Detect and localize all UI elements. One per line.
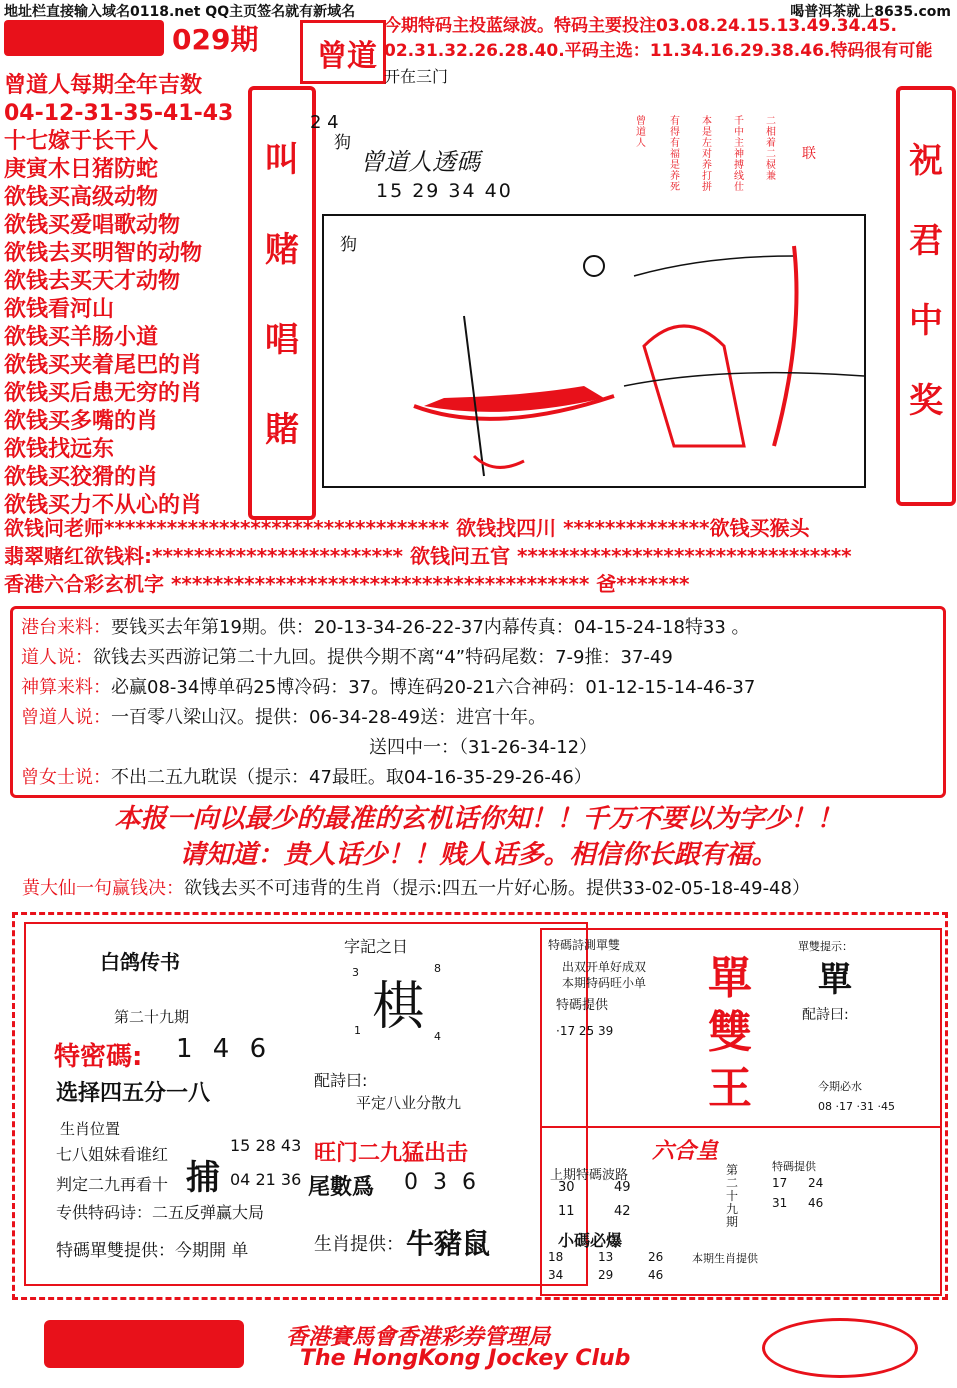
hint-label: 單雙提示： <box>798 940 853 953</box>
catch-char: 捕 <box>186 1158 220 1198</box>
top-note-line-1: 今期特码主投蓝绿波。特码主要投注03.08.24.15.13.49.34.45. <box>384 16 897 36</box>
left-line: 庚寅木日猪防蛇 <box>4 157 159 182</box>
info-row <box>369 733 597 759</box>
info-row <box>21 673 755 699</box>
sx-provide-right: 本期生肖提供 <box>692 1252 758 1265</box>
zi-poem: 平定八业分散九 <box>356 1094 462 1112</box>
right-scroll-char: 祝 <box>909 141 943 181</box>
small-s2: 13 <box>598 1250 614 1264</box>
rp-tm-numbers: ·17 25 39 <box>556 1024 614 1038</box>
scene-poem <box>630 116 870 216</box>
right-scroll <box>896 86 956 506</box>
left-line: 04-12-31-35-41-43 <box>4 101 234 126</box>
left-line: 欲钱买羊肠小道 <box>4 325 159 350</box>
info-key: 神算来料： <box>21 677 111 698</box>
bottom-right-panel-bottom <box>540 1126 942 1296</box>
left-line: 欲钱买爱唱歌动物 <box>4 213 181 238</box>
footer-en: The HongKong Jockey Club <box>300 1346 631 1371</box>
scene-drawing <box>324 216 864 486</box>
liuhe-title: 六合皇 <box>652 1139 719 1164</box>
info-key: 曾女士说： <box>21 767 111 788</box>
right-scroll-char: 中 <box>909 301 943 341</box>
left-scroll-char: 唱 <box>265 320 299 360</box>
provide-line <box>56 1236 248 1261</box>
rp-poem-label: 配詩曰: <box>802 1007 849 1023</box>
sx-line-1: 七八姐妹看谁红 <box>56 1145 169 1164</box>
top-note <box>384 14 952 89</box>
sx-line-2: 判定二九再看十 <box>56 1175 169 1194</box>
left-line: 十七嫁于长干人 <box>4 129 159 154</box>
riddle-line: 香港六合彩玄机字 **************************************** 爸******* <box>4 572 690 596</box>
provide-value: 今期開 单 <box>175 1241 249 1261</box>
last-c4: 42 <box>614 1204 631 1219</box>
scene-dog-label: 狗 <box>334 133 351 153</box>
bottom-left-panel <box>24 922 588 1286</box>
provide-label: 特碼單雙提供： <box>56 1241 175 1261</box>
big-char-2: 雙 <box>708 1007 752 1058</box>
info-row <box>21 763 592 789</box>
info-row <box>21 613 750 639</box>
info-key: 曾道人说： <box>21 707 111 728</box>
poem-column: 本是左对养打拼 <box>702 116 712 193</box>
small-label: 小碼必爆 <box>558 1231 623 1250</box>
zi-num-3: 1 <box>354 1024 361 1037</box>
left-line: 欲钱买夹着尾巴的肖 <box>4 353 203 378</box>
big-char-3: 王 <box>708 1063 752 1114</box>
left-line: 欲钱找远东 <box>4 437 115 462</box>
last-c3: 11 <box>558 1204 575 1219</box>
sx-provide-label: 生肖提供： <box>314 1234 404 1255</box>
scene-dog-label-2: 狗 <box>340 235 357 255</box>
info-value: 欲钱去买西游记第二十九回。提供今期不离“4”特码尾数：7-9推：37-49 <box>93 647 673 668</box>
sx-label: 生肖位置 <box>60 1120 121 1138</box>
rp-line-1: 出双开单好成双 <box>562 960 647 974</box>
last-label: 上期特碼波路 <box>550 1168 629 1183</box>
hint-char: 單 <box>818 960 852 1000</box>
left-scroll <box>248 86 316 520</box>
left-line: 欲钱买多嘴的肖 <box>4 409 159 434</box>
info-row <box>21 703 546 729</box>
huang-line <box>22 874 810 900</box>
rp-tm-label: 特碼提供 <box>556 998 609 1013</box>
center-illustration <box>310 92 896 492</box>
riddle-line: 欲钱问老师********************************* 欲钱找四川 **************欲钱买猴头 <box>4 516 810 540</box>
slogan-1: 本报一向以最少的最准的玄机话你知！！千万不要以为字少！！ <box>114 804 843 834</box>
grid-row-2: 04 21 36 <box>230 1170 302 1189</box>
left-line: 欲钱买力不从心的肖 <box>4 493 203 518</box>
left-line: 欲钱去买天才动物 <box>4 269 181 294</box>
sx-animals: 牛豬鼠 <box>406 1227 491 1260</box>
footer-emblem-icon <box>762 1318 918 1378</box>
poem-head: 联 <box>802 146 816 162</box>
today-label: 今期必水 <box>818 1080 862 1093</box>
info-key: 港台来料： <box>21 617 111 638</box>
rp-title: 特碼詩測單雙 <box>548 938 621 952</box>
right-scroll-char: 奖 <box>909 381 943 421</box>
tm-t4: 46 <box>808 1196 824 1210</box>
footer-cn: 香港賽馬會香港彩券管理局 <box>286 1325 551 1350</box>
sx-line-3-label: 专供特码诗： <box>56 1203 153 1222</box>
poem-column: 曾道人 <box>636 116 646 149</box>
zi-num-4: 4 <box>434 1030 441 1043</box>
info-value: 要钱买去年第19期。供：20-13-34-26-22-37内幕传真：04-15-24-18特33 。 <box>111 617 750 638</box>
stamp-logo <box>300 20 386 84</box>
slogan-2: 请知道：贵人话少！！贱人话多。相信你长跟有福。 <box>179 840 778 870</box>
rp-line-2: 本期特码旺小单 <box>562 976 647 990</box>
tm-t1: 17 <box>772 1176 788 1190</box>
big-char-1: 單 <box>708 953 752 1004</box>
left-line: 欲钱买后患无穷的肖 <box>4 381 203 406</box>
phase-label: 第二十九期 <box>726 1163 739 1229</box>
period-label: 第二十九期 <box>114 1008 190 1026</box>
zi-num-1: 3 <box>352 966 359 979</box>
zi-poem-label: 配詩曰: <box>314 1071 368 1090</box>
small-s4: 34 <box>548 1268 564 1282</box>
poem-column: 二相着二棂兼 <box>766 116 776 182</box>
scene-frame <box>322 214 866 488</box>
poem-column: 有得有福是养死 <box>670 116 680 193</box>
tm-t3: 31 <box>772 1196 788 1210</box>
rp-numbers: 08 ·17 ·31 ·45 <box>818 1100 895 1113</box>
tm-t2: 24 <box>808 1176 824 1190</box>
left-line: 欲钱看河山 <box>4 297 115 322</box>
top-note-line-2: 02.31.32.26.28.40.平码主选：11.34.16.29.38.46.特码很有可能 <box>384 41 933 61</box>
info-row <box>21 643 673 669</box>
tm-provide-label: 特碼提供 <box>772 1160 816 1173</box>
choose-line: 选择四五分一八 <box>56 1081 211 1106</box>
tail-label: 尾數爲 <box>308 1175 375 1200</box>
info-value: 不出二五九耽误（提示：47最旺。取04-16-35-29-26-46） <box>111 767 592 788</box>
sx-line-3 <box>56 1200 264 1223</box>
small-s1: 18 <box>548 1250 564 1264</box>
left-scroll-char: 賭 <box>265 410 299 450</box>
small-s6: 46 <box>648 1268 664 1282</box>
tail-numbers: 0 3 6 <box>404 1170 480 1195</box>
small-s5: 29 <box>598 1268 614 1282</box>
riddle-line: 翡翠赌红欲钱料:************************ 欲钱问五官 ******************************** <box>4 544 852 568</box>
scene-numbers: 15 29 34 40 <box>376 180 513 202</box>
top-note-line-3: 开在三门 <box>384 67 449 86</box>
huang-key: 黄大仙一句赢钱决： <box>22 878 184 899</box>
last-c1: 30 <box>558 1180 575 1195</box>
scene-small-numbers: 2 4 <box>310 112 339 133</box>
left-line: 欲钱买狡猾的肖 <box>4 465 159 490</box>
sx-line-3-value: 二五反弹赢大局 <box>152 1203 265 1222</box>
special-label: 特密碼: <box>54 1042 143 1072</box>
left-line: 欲钱去买明智的动物 <box>4 241 203 266</box>
stamp-text: 曾道 <box>317 39 377 74</box>
info-value: 一百零八梁山汉。提供：06-34-28-49送：进宫十年。 <box>111 707 547 728</box>
info-box <box>10 606 946 798</box>
riddle-lines <box>4 514 954 598</box>
special-numbers: 1 4 6 <box>176 1034 273 1064</box>
footer-logo <box>44 1320 244 1368</box>
huang-value: 欲钱去买不可违背的生肖（提示:四五一片好心肠。提供33-02-05-18-49-48） <box>184 878 810 899</box>
left-scroll-char: 赌 <box>265 230 299 270</box>
small-s3: 26 <box>648 1250 664 1264</box>
top-bar-left-text: 地址栏直接输入域名0118.net QQ主页签名就有新域名 <box>4 4 356 20</box>
zi-char: 棋 <box>372 977 425 1037</box>
left-column <box>4 72 249 520</box>
top-bar-right-text: 喝普洱茶就上8635.com <box>790 4 951 20</box>
bottom-right-panel-top <box>540 928 942 1128</box>
issue-number: 029期 <box>172 23 259 56</box>
zi-num-2: 8 <box>434 962 441 975</box>
info-value: 必赢08-34博单码25博冷码：37。博连码20-21六合神码：01-12-15-14-46-37 <box>111 677 756 698</box>
wang-line: 旺门二九猛出击 <box>314 1141 469 1166</box>
scene-title: 曾道人透碼 <box>360 148 480 176</box>
info-value: 送四中一：（31-26-34-12） <box>369 737 598 758</box>
poem-column: 千中主神搏线仕 <box>734 116 744 193</box>
left-line: 曾道人每期全年吉数 <box>4 73 203 98</box>
zi-head: 字記之日 <box>344 937 409 956</box>
info-key: 道人说： <box>21 647 93 668</box>
last-c2: 49 <box>614 1180 631 1195</box>
left-scroll-char: 叫 <box>265 140 299 180</box>
left-line: 欲钱买高级动物 <box>4 185 159 210</box>
right-scroll-char: 君 <box>909 221 943 261</box>
logo-box <box>4 20 164 56</box>
brand-title: 白鸽传书 <box>100 950 180 974</box>
grid-row-1: 15 28 43 <box>230 1136 302 1155</box>
